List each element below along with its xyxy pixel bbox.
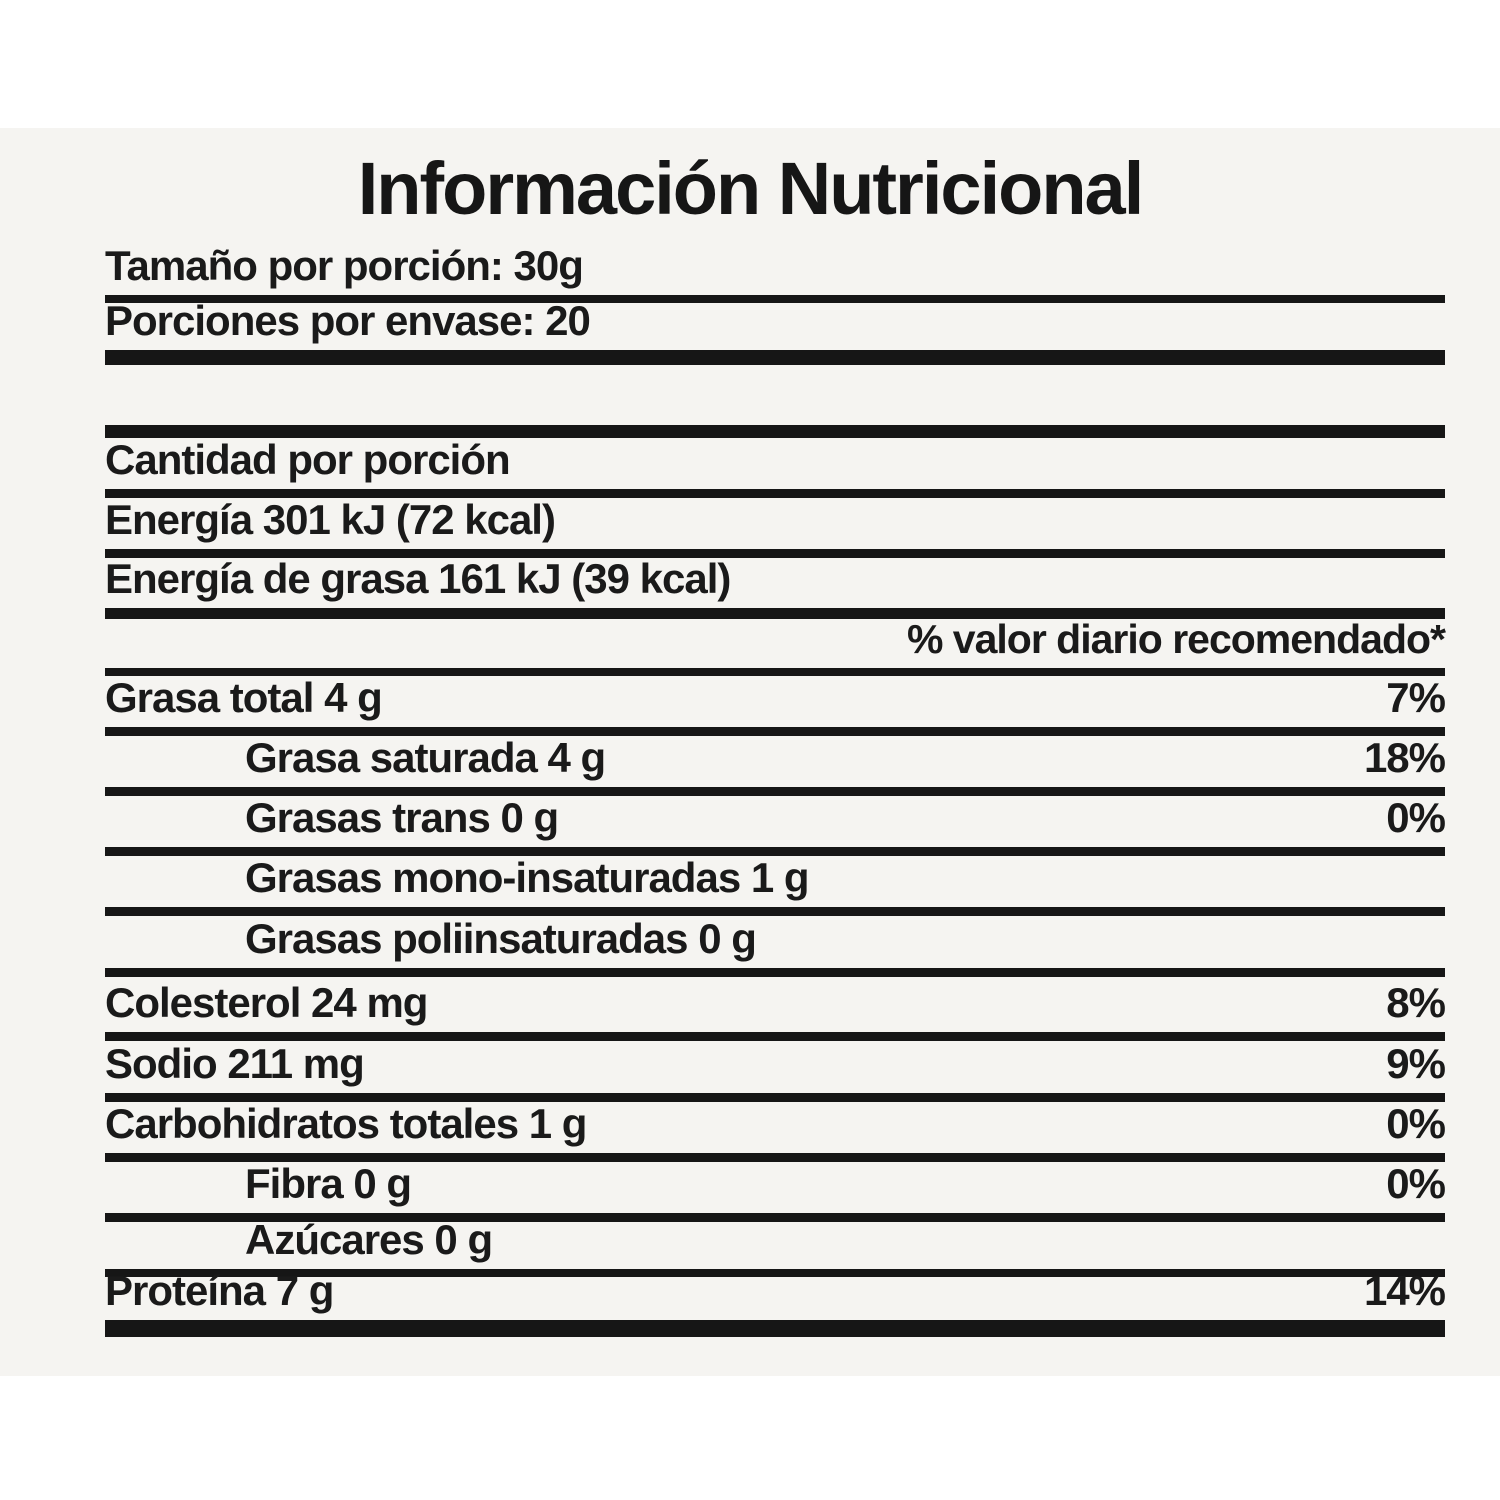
nutrient-name: Grasa saturada 4 g bbox=[245, 734, 606, 781]
nutrient-name: Azúcares 0 g bbox=[245, 1216, 493, 1263]
servings-per-container-row bbox=[105, 297, 1445, 365]
serving-size-text: Tamaño por porción: 30g bbox=[105, 242, 583, 289]
nutrient-dv: 7% bbox=[1386, 674, 1445, 721]
nutrient-name: Grasas poliinsaturadas 0 g bbox=[245, 915, 756, 962]
amount-per-serving-text: Cantidad por porción bbox=[105, 436, 510, 483]
amount-per-serving-row bbox=[105, 438, 1445, 498]
energy-from-fat-row bbox=[105, 555, 1445, 619]
energy-row bbox=[105, 498, 1445, 558]
nutrient-dv: 0% bbox=[1386, 794, 1445, 841]
nutrient-dv: 0% bbox=[1386, 1100, 1445, 1147]
nutrient-name: Carbohidratos totales 1 g bbox=[105, 1100, 587, 1147]
nutrient-name: Colesterol 24 mg bbox=[105, 979, 428, 1026]
nutrient-row-polyunsaturated-fat bbox=[105, 916, 1445, 977]
nutrient-name: Grasa total 4 g bbox=[105, 674, 382, 721]
nutrient-dv: 0% bbox=[1386, 1160, 1445, 1207]
nutrient-row-protein bbox=[105, 1267, 1445, 1337]
nutrient-name: Fibra 0 g bbox=[245, 1160, 412, 1207]
daily-value-header-text: % valor diario recomendado* bbox=[906, 616, 1445, 662]
nutrient-row-saturated-fat bbox=[105, 736, 1445, 796]
servings-per-container-text: Porciones por envase: 20 bbox=[105, 297, 590, 344]
nutrient-row-fiber bbox=[105, 1162, 1445, 1222]
nutrient-name: Sodio 211 mg bbox=[105, 1040, 364, 1087]
nutrient-dv: 9% bbox=[1386, 1040, 1445, 1087]
nutrient-row-cholesterol bbox=[105, 977, 1445, 1041]
label-title: Información Nutricional bbox=[357, 147, 1143, 230]
nutrient-row-total-fat bbox=[105, 676, 1445, 736]
energy-from-fat-text: Energía de grasa 161 kJ (39 kcal) bbox=[105, 555, 731, 602]
nutrition-table bbox=[105, 243, 1445, 1337]
nutrient-dv: 18% bbox=[1363, 734, 1445, 781]
serving-size-row bbox=[105, 243, 1445, 303]
daily-value-header-row bbox=[105, 616, 1445, 676]
nutrient-dv: 8% bbox=[1386, 979, 1445, 1026]
nutrient-name: Grasas mono-insaturadas 1 g bbox=[245, 854, 809, 901]
energy-text: Energía 301 kJ (72 kcal) bbox=[105, 496, 555, 543]
nutrient-name: Grasas trans 0 g bbox=[245, 794, 559, 841]
nutrient-row-trans-fat bbox=[105, 796, 1445, 856]
nutrient-name: Proteína 7 g bbox=[105, 1267, 334, 1314]
nutrient-row-monounsaturated-fat bbox=[105, 856, 1445, 916]
nutrient-row-sodium bbox=[105, 1041, 1445, 1102]
nutrient-dv: 14% bbox=[1363, 1267, 1445, 1314]
section-divider bbox=[105, 365, 1445, 438]
nutrient-row-total-carbohydrate bbox=[105, 1102, 1445, 1162]
